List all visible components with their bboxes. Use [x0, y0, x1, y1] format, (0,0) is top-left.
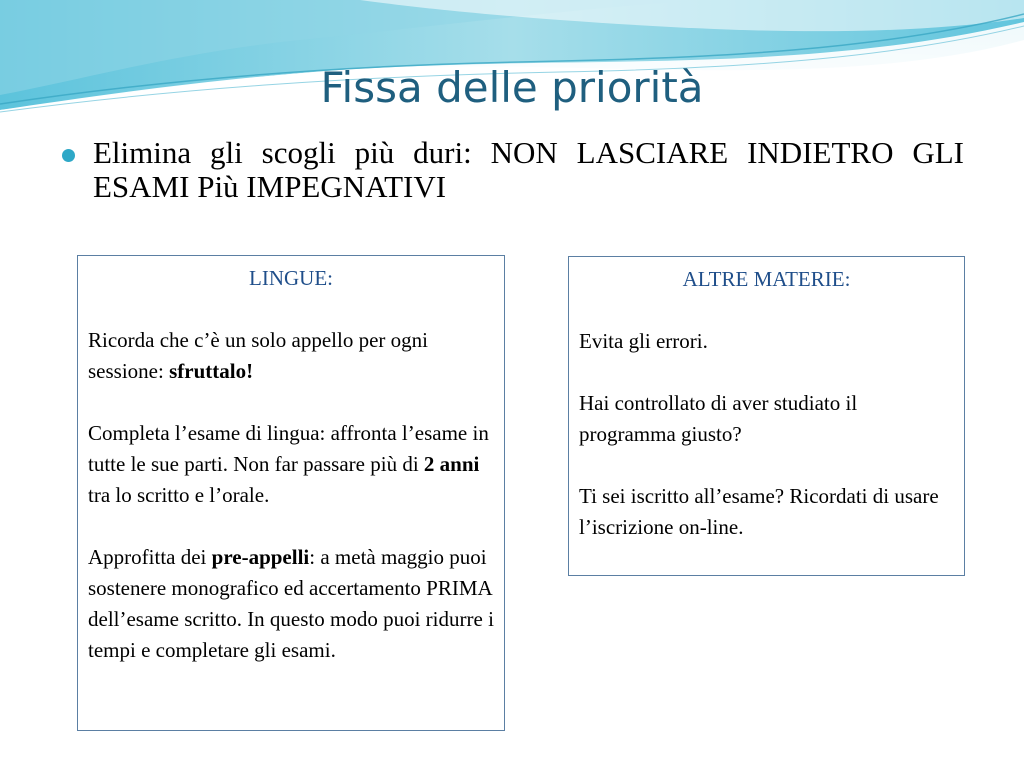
lingue-p3-bold: pre-appelli — [211, 545, 310, 569]
bullet-item — [62, 136, 964, 204]
page-title: Fissa delle priorità — [320, 63, 704, 112]
altre-materie-heading: ALTRE MATERIE: — [682, 267, 851, 291]
lingue-box — [77, 255, 505, 731]
lingue-p1-bold: sfruttalo! — [169, 359, 254, 383]
lingue-p2-after: tra lo scritto e l’orale. — [88, 483, 270, 507]
altre-paragraph-1: Evita gli errori. — [579, 329, 708, 353]
lingue-paragraph-2 — [88, 418, 494, 511]
lingue-p1-text: Ricorda che c’è un solo appello per ogni sessione: — [88, 328, 428, 383]
lingue-p2-before: Completa l’esame di lingua: affronta l’esame in tutte le sue parti. Non far passare più di — [88, 421, 489, 476]
lingue-p3-before: Approfitta dei — [88, 545, 212, 569]
altre-materie-box — [568, 256, 965, 576]
bullet-dot-icon — [62, 149, 75, 162]
lingue-paragraph-3 — [88, 542, 494, 666]
lingue-heading: LINGUE: — [249, 266, 333, 290]
altre-paragraph-3: Ti sei iscritto all’esame? Ricordati di usare l’iscrizione on-line. — [579, 484, 939, 539]
lingue-p3-after: : a metà maggio puoi sostenere monografico ed accertamento PRIMA dell’esame scritto. In questo modo puoi ridurre i tempi e completare gli esami. — [88, 545, 494, 662]
lingue-p2-bold: 2 anni — [423, 452, 480, 476]
altre-paragraph-2: Hai controllato di aver studiato il programma giusto? — [579, 391, 858, 446]
bullet-text: Elimina gli scogli più duri: NON LASCIARE INDIETRO GLI ESAMI Più IMPEGNATIVI — [93, 135, 964, 204]
lingue-paragraph-1 — [88, 325, 494, 387]
